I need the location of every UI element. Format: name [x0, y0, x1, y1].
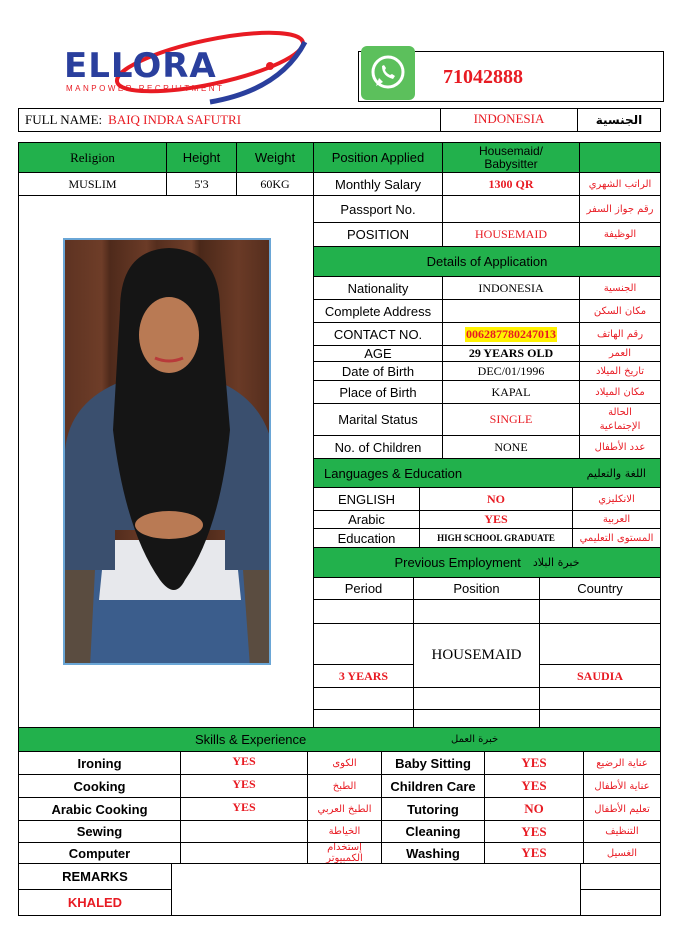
monthly-salary-ar: الراتب الشهري [579, 172, 661, 196]
skill-left-ar: الطبخ العربي [307, 797, 382, 821]
full-name-label: FULL NAME: [25, 112, 103, 127]
passport-ar: رقم جواز السفر [579, 195, 661, 223]
skill-right-label: Cleaning [381, 820, 485, 843]
logo-text: ELLORA [64, 46, 217, 86]
remarks-value: KHALED [18, 889, 172, 916]
address-value [442, 299, 580, 323]
emp-period-value: 3 YEARS [313, 664, 414, 688]
languages-header-text: Languages & Education [324, 465, 463, 481]
country-header: Country [539, 577, 661, 600]
pob-ar: مكان الميلاد [579, 380, 661, 404]
skill-left-value: YES [180, 751, 308, 775]
skill-left-value [180, 842, 308, 864]
monthly-salary-label: Monthly Salary [313, 172, 443, 196]
position-applied-extra [579, 142, 661, 173]
skill-left-label: Arabic Cooking [18, 797, 181, 821]
monthly-salary-value: 1300 QR [442, 172, 580, 196]
employment-header-ar: خبرة البلاد [532, 556, 580, 569]
whatsapp-number: 71042888 [443, 66, 523, 88]
weight-header: Weight [236, 142, 314, 173]
emp-cell [539, 709, 661, 728]
passport-label: Passport No. [313, 195, 443, 223]
skill-right-ar: عناية الأطفال [583, 774, 661, 798]
emp-cell [413, 687, 540, 710]
children-label: No. of Children [313, 435, 443, 459]
nationality-ar: الجنسية [579, 276, 661, 300]
emp-cell [539, 599, 661, 624]
period-header: Period [313, 577, 414, 600]
skill-left-label: Sewing [18, 820, 181, 843]
children-ar: عدد الأطفال [579, 435, 661, 459]
marital-label: Marital Status [313, 403, 443, 436]
emp-cell [313, 599, 414, 624]
skills-header-text: Skills & Experience [195, 732, 307, 747]
contact-value: 006287780247013 [466, 326, 556, 341]
details-header: Details of Application [313, 246, 661, 277]
english-label: ENGLISH [313, 487, 420, 511]
logo-subtext: MANPOWER RECRUITMENT [66, 84, 225, 93]
age-label: AGE [313, 345, 443, 362]
contact-ar: رقم الهاتف [579, 322, 661, 346]
address-ar: مكان السكن [579, 299, 661, 323]
education-value: HIGH SCHOOL GRADUATE [419, 528, 573, 548]
skill-right-value: YES [484, 751, 584, 775]
skill-left-ar: الطبخ [307, 774, 382, 798]
remarks-field [171, 863, 581, 916]
pob-value: KAPAL [442, 380, 580, 404]
contact-label: CONTACT NO. [313, 322, 443, 346]
skill-right-value: YES [484, 820, 584, 843]
emp-cell [313, 623, 414, 665]
skill-left-ar: إستخدام الكمبيوتر [307, 842, 382, 864]
remarks-side [580, 863, 661, 890]
skill-left-value: YES [180, 774, 308, 798]
dob-label: Date of Birth [313, 361, 443, 381]
languages-header-ar: اللغة والتعليم [586, 466, 646, 480]
education-ar: المستوى التعليمي [572, 528, 661, 548]
emp-cell [413, 599, 540, 624]
profile-photo [63, 238, 271, 665]
skill-left-label: Computer [18, 842, 181, 864]
skill-right-label: Tutoring [381, 797, 485, 821]
languages-header [313, 458, 661, 488]
emp-cell [413, 709, 540, 728]
english-value: NO [419, 487, 573, 511]
marital-value: SINGLE [442, 403, 580, 436]
skill-left-ar: الخياطة [307, 820, 382, 843]
height-value: 5'3 [166, 172, 237, 196]
dob-ar: تاريخ الميلاد [579, 361, 661, 381]
skill-right-label: Baby Sitting [381, 751, 485, 775]
emp-position-header: Position [413, 577, 540, 600]
employment-header-text: Previous Employment [394, 555, 521, 570]
emp-cell [539, 623, 661, 665]
company-logo [60, 20, 310, 105]
position-label: POSITION [313, 222, 443, 247]
skill-right-ar: التنظيف [583, 820, 661, 843]
religion-header: Religion [18, 142, 167, 173]
emp-position-value: HOUSEMAID [413, 623, 540, 688]
skill-right-ar: تعليم الأطفال [583, 797, 661, 821]
weight-value: 60KG [236, 172, 314, 196]
skill-right-value: YES [484, 842, 584, 864]
dob-value: DEC/01/1996 [442, 361, 580, 381]
religion-value: MUSLIM [18, 172, 167, 196]
position-value: HOUSEMAID [442, 222, 580, 247]
emp-cell [313, 687, 414, 710]
nationality-ar-top: الجنسية [577, 108, 661, 132]
skill-right-ar: عناية الرضيع [583, 751, 661, 775]
skill-right-value: NO [484, 797, 584, 821]
position-applied-value: Housemaid/ Babysitter [442, 142, 580, 173]
skill-left-value: YES [180, 797, 308, 821]
address-label: Complete Address [313, 299, 443, 323]
pob-label: Place of Birth [313, 380, 443, 404]
skills-header-ar: خبرة العمل [451, 734, 499, 745]
height-header: Height [166, 142, 237, 173]
skill-left-ar: الكوى [307, 751, 382, 775]
education-label: Education [313, 528, 420, 548]
skill-left-value [180, 820, 308, 843]
age-ar: العمر [579, 345, 661, 362]
arabic-value: YES [419, 510, 573, 529]
skill-left-label: Cooking [18, 774, 181, 798]
children-value: NONE [442, 435, 580, 459]
contact-box [358, 51, 664, 102]
employment-header [313, 547, 661, 578]
full-name-value: BAIQ INDRA SAFUTRI [108, 112, 242, 127]
skill-right-label: Children Care [381, 774, 485, 798]
age-value: 29 YEARS OLD [442, 345, 580, 362]
nationality-label: Nationality [313, 276, 443, 300]
skill-right-label: Washing [381, 842, 485, 864]
nationality-value: INDONESIA [442, 276, 580, 300]
skill-left-label: Ironing [18, 751, 181, 775]
remarks-side [580, 889, 661, 916]
emp-country-value: SAUDIA [539, 664, 661, 688]
contact-value-cell [442, 322, 580, 346]
position-applied-header: Position Applied [313, 142, 443, 173]
passport-value [442, 195, 580, 223]
remarks-label: REMARKS [18, 863, 172, 890]
nationality-value-top: INDONESIA [440, 108, 578, 132]
emp-cell [539, 687, 661, 710]
skill-right-value: YES [484, 774, 584, 798]
english-ar: الانكليزي [572, 487, 661, 511]
skill-right-ar: الغسيل [583, 842, 661, 864]
emp-cell [313, 709, 414, 728]
arabic-label: Arabic [313, 510, 420, 529]
arabic-ar: العربية [572, 510, 661, 529]
skills-header [18, 727, 661, 752]
position-ar: الوظيفة [579, 222, 661, 247]
marital-ar: الحالة الإجتماعية [579, 403, 661, 436]
full-name-cell [18, 108, 441, 132]
whatsapp-icon [361, 46, 415, 100]
